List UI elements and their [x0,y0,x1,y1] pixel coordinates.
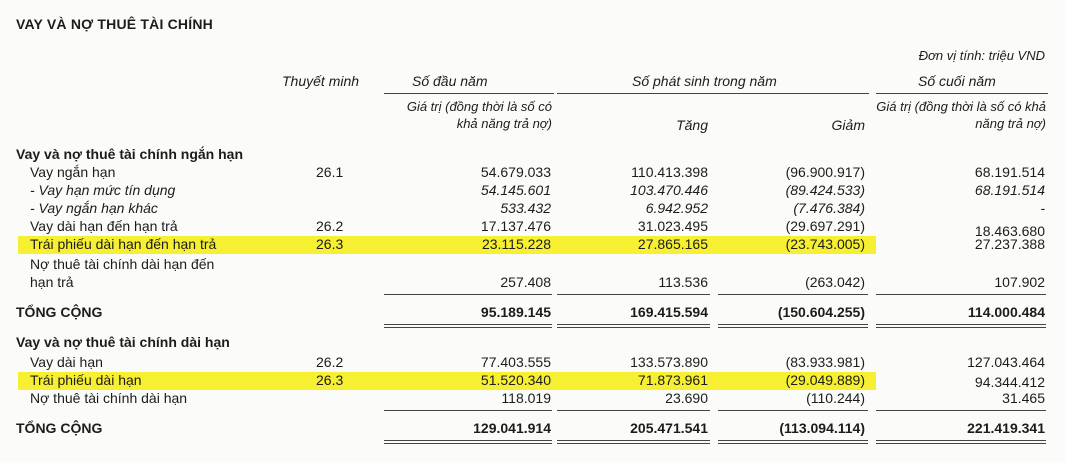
total-rule [557,443,710,444]
subtotal-rule [718,294,868,295]
header-rule-movement [557,93,869,94]
total-rule [718,443,868,444]
subtotal-rule [876,294,1046,295]
header-rule-opening [384,93,554,94]
total-rule [557,327,710,328]
subtotal-rule [876,410,1046,411]
subtotal-rule [384,410,552,411]
highlight-bar [18,372,876,390]
header-opening-sub: Giá trị (đồng thời là số có khả năng trả nợ) [406,99,552,131]
header-opening: Số đầu năm [412,73,488,89]
subtotal-rule [718,410,868,411]
total-rule [384,443,552,444]
header-increase: Tăng [676,117,708,133]
subtotal-rule [557,410,710,411]
unit-note: Đơn vị tính: triệu VND [918,48,1045,63]
header-decrease: Giảm [831,117,865,133]
subtotal-rule [557,294,710,295]
subtotal-rule [384,294,552,295]
total-rule [718,440,868,441]
total-rule [557,324,710,325]
document-title: VAY VÀ NỢ THUÊ TÀI CHÍNH [16,16,213,32]
header-closing: Số cuối năm [918,73,996,89]
total-rule [557,440,710,441]
total-rule [384,440,552,441]
total-rule [384,324,552,325]
header-rule-closing [876,93,1048,94]
total-rule [876,324,1046,325]
total-rule [384,327,552,328]
header-note: Thuyết minh [282,73,360,89]
header-movement: Số phát sinh trong năm [632,73,777,89]
total-rule [876,327,1046,328]
total-rule [718,324,868,325]
total-rule [876,443,1046,444]
total-rule [718,327,868,328]
total-rule [876,440,1046,441]
header-closing-sub: Giá trị (đồng thời là số có khả năng trả nợ) [876,99,1046,131]
